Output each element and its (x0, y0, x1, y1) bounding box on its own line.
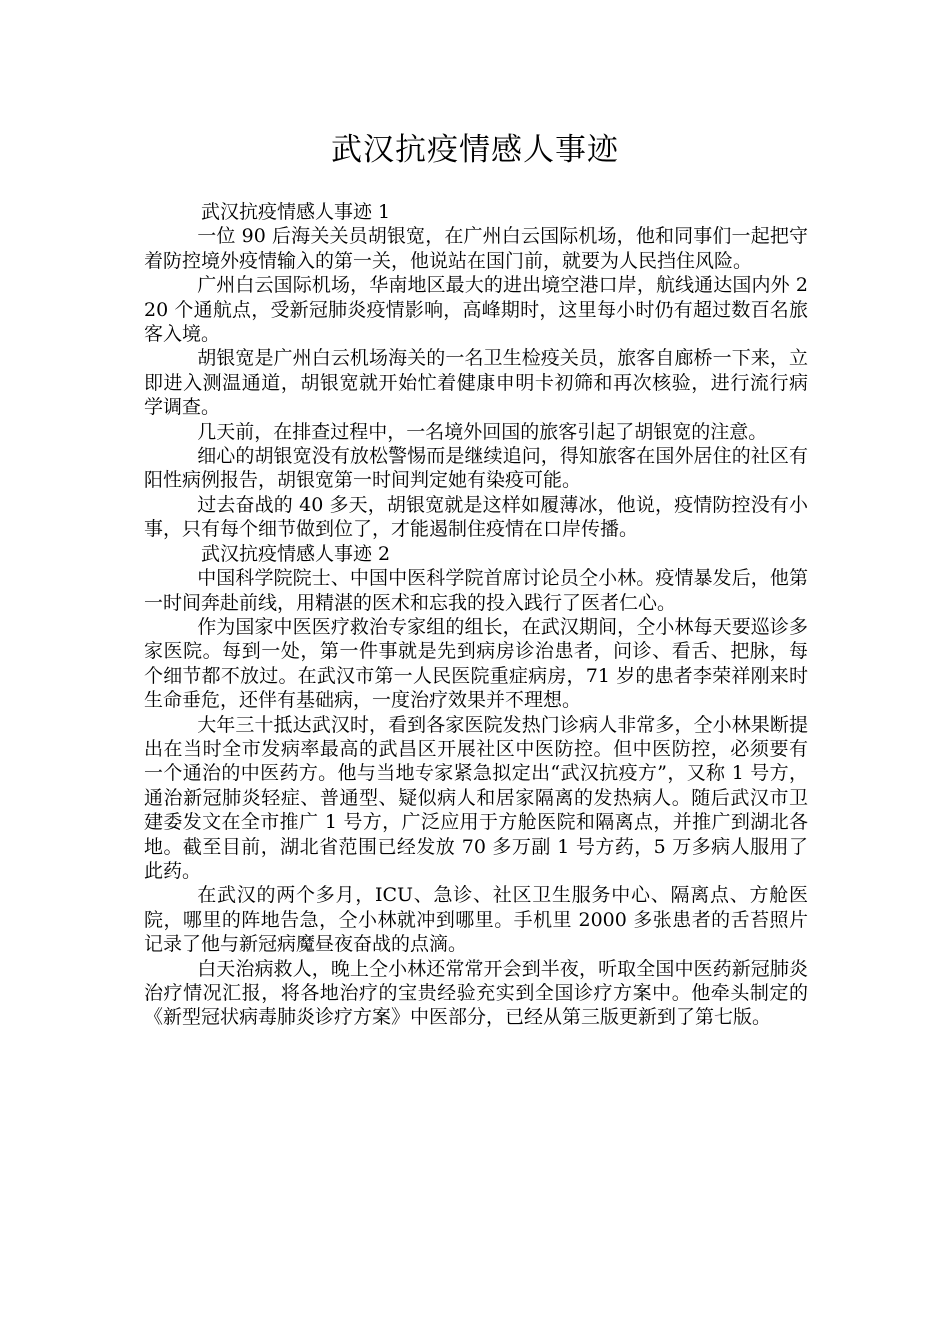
paragraph: 过去奋战的 40 多天，胡银宽就是这样如履薄冰，他说，疫情防控没有小事，只有每个细节做到位了，才能遏制住疫情在口岸传播。 (144, 493, 808, 541)
paragraph: 几天前，在排查过程中，一名境外回国的旅客引起了胡银宽的注意。 (197, 420, 768, 443)
paragraph: 广州白云国际机场，华南地区最大的进出境空港口岸，航线通达国内外 220 个通航点，受新冠肺炎疫情影响，高峰期时，这里每小时仍有超过数百名旅客入境。 (144, 274, 808, 346)
paragraph: 细心的胡银宽没有放松警惕而是继续追问，得知旅客在国外居住的社区有阳性病例报告，胡银宽第一时间判定她有染疫可能。 (144, 445, 808, 492)
section-heading: 武汉抗疫情感人事迹 2 (201, 542, 391, 565)
paragraph: 作为国家中医医疗救治专家组的组长，在武汉期间，仝小林每天要巡诊多家医院。每到一处，第一件事就是先到病房诊治患者，问诊、看舌、把脉，每个细节都不放过。在武汉市第一人民医院重症病房，71 岁的患者李荣祥刚来时生命垂危，还伴有基础病，一度治疗效果并不理想。 (144, 615, 808, 712)
paragraph: 中国科学院院士、中国中医科学院首席讨论员仝小林。疫情暴发后，他第一时间奔赴前线，用精湛的医术和忘我的投入践行了医者仁心。 (144, 567, 808, 614)
paragraph: 胡银宽是广州白云机场海关的一名卫生检疫关员，旅客自廊桥一下来，立即进入测温通道，胡银宽就开始忙着健康申明卡初筛和再次核验，进行流行病学调查。 (144, 347, 808, 419)
paragraph: 在武汉的两个多月，ICU、急诊、社区卫生服务中心、隔离点、方舱医院，哪里的阵地告急，仝小林就冲到哪里。手机里 2000 多张患者的舌苔照片记录了他与新冠病魔昼夜奋战的点滴。 (144, 884, 808, 956)
paragraph: 大年三十抵达武汉时，看到各家医院发热门诊病人非常多，仝小林果断提出在当时全市发病率最高的武昌区开展社区中医防控。但中医防控，必须要有一个通治的中医药方。他与当地专家紧急拟定出“武汉抗疫方”，又称 1 号方，通治新冠肺炎轻症、普通型、疑似病人和居家隔离的发热病人。随后武汉市卫建委发文在全市推广 1 号方，广泛应用于方舱医院和隔离点，并推广到湖北各地。截至目前，湖北省范围已经发放 70 多万副 1 号方药，5 万多病人服用了此药。 (144, 713, 808, 882)
paragraph: 白天治病救人，晚上仝小林还常常开会到半夜，听取全国中医药新冠肺炎治疗情况汇报，将各地治疗的宝贵经验充实到全国诊疗方案中。他牵头制定的《新型冠状病毒肺炎诊疗方案》中医部分，已经从第三版更新到了第七版。 (144, 957, 808, 1029)
paragraph: 一位 90 后海关关员胡银宽，在广州白云国际机场，他和同事们一起把守着防控境外疫情输入的第一关，他说站在国门前，就要为人民挡住风险。 (144, 225, 808, 272)
document-body (144, 200, 808, 1030)
document-title: 武汉抗疫情感人事迹 (331, 132, 619, 168)
section-heading: 武汉抗疫情感人事迹 1 (201, 201, 391, 223)
